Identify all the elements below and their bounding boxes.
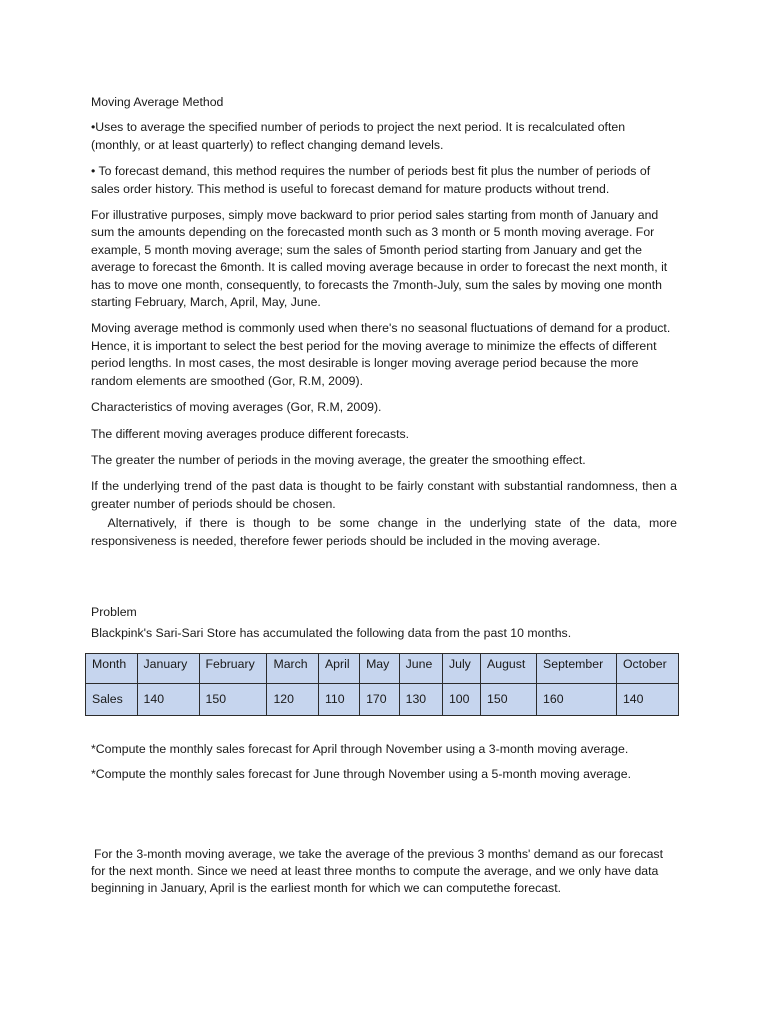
document-title: Moving Average Method — [91, 95, 224, 109]
table-cell: 120 — [267, 683, 319, 715]
characteristic-2: The greater the number of periods in the moving average, the greater the smoothing effect. — [91, 452, 586, 467]
bullet-recalculated: •Uses to average the specified number of periods to project the next period. It is recalculated often (monthly, or at least quarterly) to reflect changing demand levels. — [91, 120, 626, 152]
table-cell: 100 — [442, 683, 480, 715]
table-cell: September — [537, 653, 617, 683]
table-cell: 140 — [616, 683, 678, 715]
table-cell: Month — [86, 653, 138, 683]
characteristic-4: Alternatively, if there is though to be some change in the underlying state of the data, more responsiveness is needed, therefore fewer periods should be included in the moving average. — [91, 516, 681, 548]
characteristic-3: If the underlying trend of the past data is thought to be fairly constant with substantial randomness, then a greater number of periods should be chosen. — [91, 479, 677, 511]
table-cell: 130 — [399, 683, 442, 715]
table-cell: 110 — [318, 683, 359, 715]
question-3-month: *Compute the monthly sales forecast for April through November using a 3-month moving average. — [91, 741, 629, 756]
question-5-month: *Compute the monthly sales forecast for June through November using a 5-month moving average. — [91, 767, 631, 782]
sales-data-table — [85, 653, 679, 716]
table-cell: 150 — [481, 683, 537, 715]
paragraph-usage: Moving average method is commonly used when there's no seasonal fluctuations of demand for a product. Hence, it is important to select the best period for the moving average to minimize the effects of different period lengths. In most cases, the most desirable is longer moving average period because the more random elements are smoothed (Gor, R.M, 2009). — [91, 321, 671, 388]
table-cell: June — [399, 653, 442, 683]
spacer — [91, 559, 677, 604]
table-cell: 150 — [199, 683, 267, 715]
table-cell: August — [481, 653, 537, 683]
document-page — [91, 94, 681, 898]
bullet-forecast-demand: • To forecast demand, this method requires the number of periods best fit plus the number of periods of sales order history. This method is useful to forecast demand for mature products without trend. — [91, 164, 651, 196]
table-header-row — [86, 653, 679, 683]
table-cell: 170 — [360, 683, 400, 715]
characteristics-heading: Characteristics of moving averages (Gor, R.M, 2009). — [91, 400, 382, 415]
problem-intro: Blackpink's Sari-Sari Store has accumulated the following data from the past 10 months. — [91, 626, 572, 641]
table-cell: July — [442, 653, 480, 683]
table-cell: Sales — [86, 683, 138, 715]
table-cell: October — [616, 653, 678, 683]
table-cell: January — [137, 653, 199, 683]
table-row — [86, 683, 679, 715]
table-cell: 160 — [537, 683, 617, 715]
paragraph-illustrative: For illustrative purposes, simply move backward to prior period sales starting from month of January and sum the amounts depending on the forecasted month such as 3 month or 5 month moving average. For example, 5 month moving average; sum the sales of 5month period starting from January and get the average to forecast the 6month. It is called moving average because in order to forecast the next month, it has to move one month, consequently, to forecasts the 7month-July, sum the sales by moving one month starting February, March, April, May, June. — [91, 208, 668, 310]
table-cell: March — [267, 653, 319, 683]
table-cell: 140 — [137, 683, 199, 715]
problem-heading: Problem — [91, 604, 137, 619]
spacer — [91, 716, 677, 741]
table-cell: April — [318, 653, 359, 683]
explanation-paragraph: For the 3-month moving average, we take the average of the previous 3 months' demand as our forecast for the next month. Since we need at least three months to compute the average, and we only have data beginning in January, April is the earliest month for which we can computethe forecast. — [91, 846, 664, 896]
table-cell: May — [360, 653, 400, 683]
table-cell: February — [199, 653, 267, 683]
characteristic-1: The different moving averages produce different forecasts. — [91, 426, 410, 441]
spacer — [91, 792, 677, 846]
